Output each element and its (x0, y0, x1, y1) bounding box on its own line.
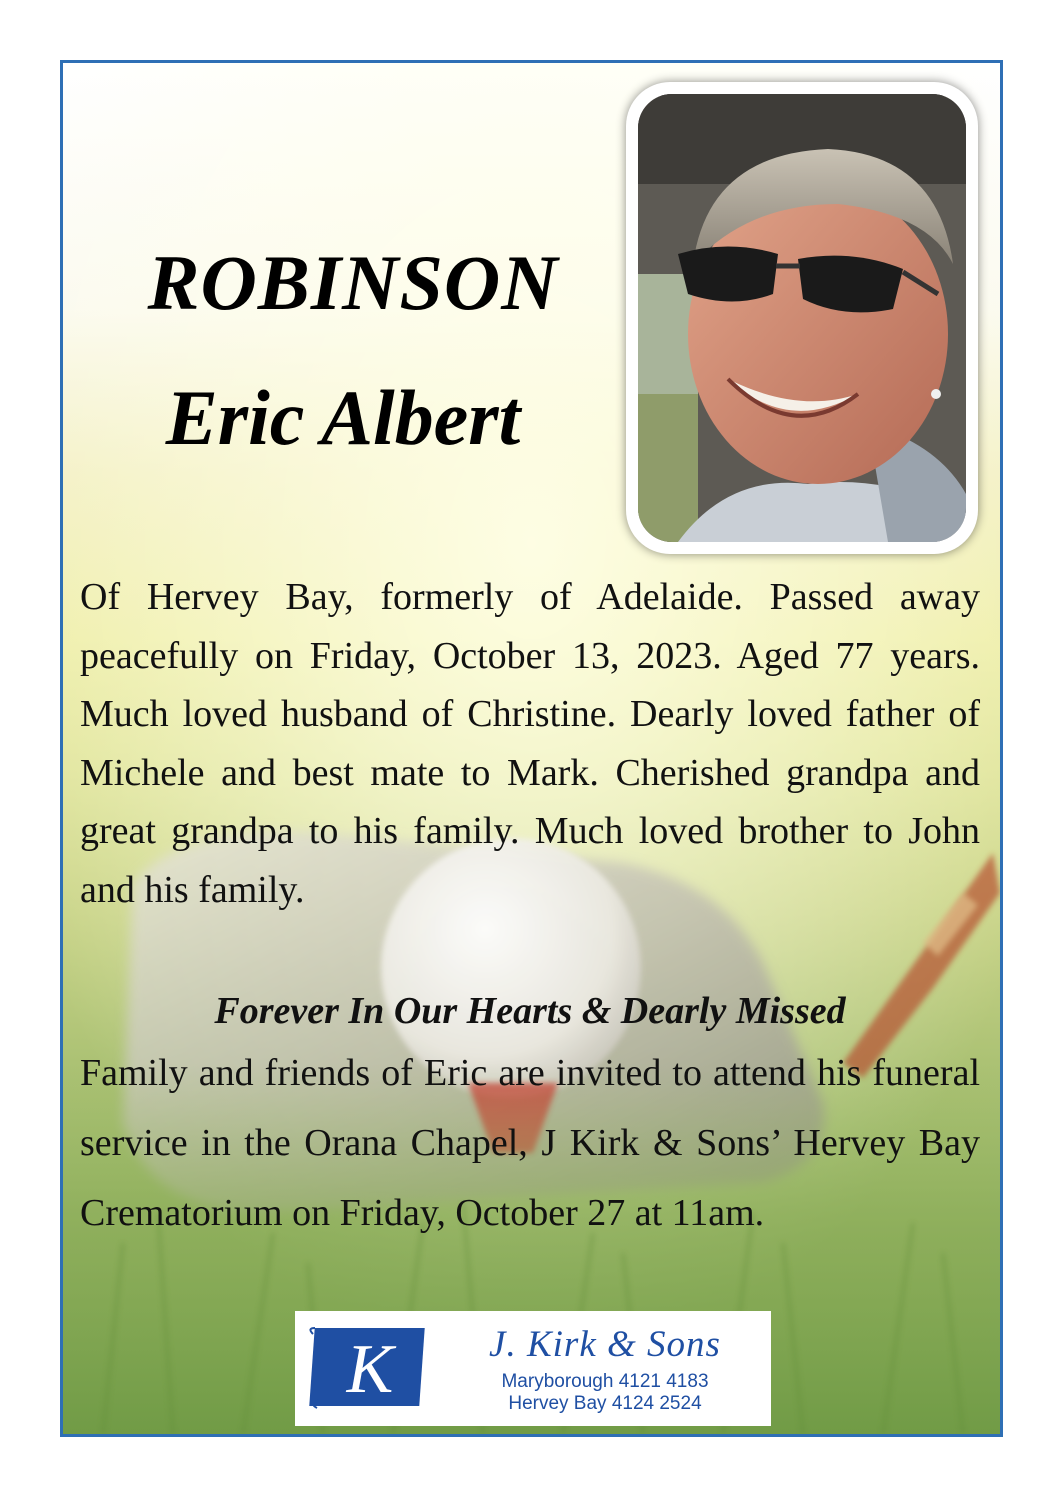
notice-frame (60, 60, 1003, 1437)
phone-maryborough: Maryborough 4121 4183 (501, 1371, 709, 1392)
service-details: Family and friends of Eric are invited to attend his funeral service in the Orana Chapel, J Kirk & Sons’ Hervey Bay Crematorium on Friday, October 27 at 11am. (80, 1052, 980, 1234)
funeral-director-logo (295, 1311, 771, 1426)
portrait-icon (638, 94, 966, 542)
monogram-k-logo-icon (309, 1324, 431, 1410)
funeral-director-name: J. Kirk & Sons (489, 1324, 721, 1365)
given-names-heading: Eric Albert (165, 374, 521, 461)
notice-motto: Forever In Our Hearts & Dearly Missed (214, 990, 846, 1032)
logo-monogram-text: K (346, 1331, 394, 1408)
surname-heading: ROBINSON (147, 239, 559, 326)
portrait-photo (638, 94, 966, 542)
portrait-frame (626, 82, 978, 554)
phone-hervey-bay: Hervey Bay 4124 2524 (508, 1393, 702, 1414)
notice-body: Of Hervey Bay, formerly of Adelaide. Passed away peacefully on Friday, October 13, 2023. Aged 77 years. Much loved husband of Christine. Dearly loved father of Michele and best mate to Mark. Cherished grandpa and great grandpa to his family. Much loved brother to John and his family. (80, 576, 980, 911)
